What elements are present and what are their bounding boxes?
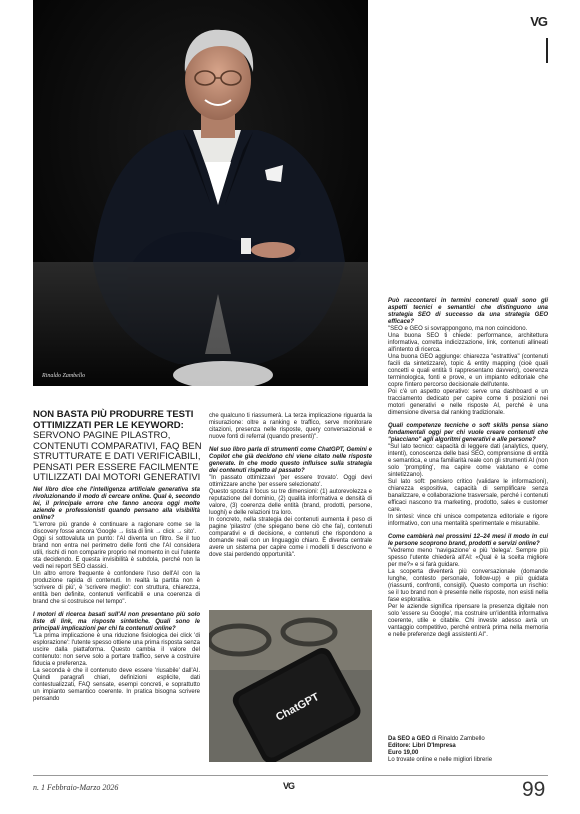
footer-rule [33, 775, 548, 776]
question: Può raccontarci in termini concreti quali sono gli aspetti tecnici e semantici che distinguono una strategia SEO di successo da una strategia GEO efficace? [388, 298, 548, 325]
question: I motori di ricerca basati sull'AI non presentano più solo liste di link, ma risposte sintetiche. Quali sono le principali implicazioni per chi fa contenuti online? [33, 612, 200, 632]
answer-paragraph: "La prima implicazione è una riduzione fisiologica dei click 'di esplorazione': l'utente spesso ottiene una prima risposta senza uscire dalla piattaforma. Questo cambia il valore del contenuto: non serve solo a portare traffico, serve a costruire fiducia e preferenza. [33, 633, 200, 667]
article-headline [33, 410, 215, 484]
column-2 [209, 413, 372, 559]
column-3 [388, 298, 548, 639]
book-publisher: Editore: Libri D'Impresa [388, 743, 456, 749]
answer-paragraph: Una buona SEO ti chiede: performance, architettura informativa, corretta indicizzazione, link, contenuti allineati all'intento di ricerca. [388, 333, 548, 353]
issue-label: n. 1 Febbraio-Marzo 2026 [33, 783, 119, 792]
book-author: di Rinaldo Zambello [431, 736, 485, 742]
phone-photo [209, 610, 372, 762]
column-1 [33, 487, 200, 703]
answer-paragraph: In concreto, nella strategia dei contenuti aumenta il peso di pagine 'pilastro' (che spiegano bene ciò che fai), contenuti comparativi e di decisione, e contenuti che rispondono a domande reali con un linguaggio chiaro. È diventa centrale avere un sistema per capire come i modelli ti descrivono e dove stai perdendo opportunità". [209, 517, 372, 558]
question: Nel libro dice che l'intelligenza artificiale generativa sta rivoluzionando il modo di cercare online. Qual è, secondo lei, il principale errore che fanno ancora oggi molte aziende e professionisti quando pensano alla visibilità online? [33, 487, 200, 521]
page-number: 99 [522, 778, 546, 801]
answer-paragraph: Poi c'è un aspetto operativo: serve una dashboard e un tracciamento dedicato per capire come ti posizioni nei motori generativi e nelle risposte AI, perché è una dimensione diversa dal ranking tradizionale. [388, 389, 548, 416]
answer-paragraph: "Sul lato tecnico: capacità di leggere dati (analytics, query, intenti), conoscenza delle basi SEO, comprensione di entità e semantica, e una familiarità reale con gli strumenti AI (non solo 'prompting', ma capire come valutano e come sintetizzano). [388, 444, 548, 478]
answer-paragraph: La scoperta diventerà più conversazionale (domande lunghe, contesto personale, follow-up) e più guidata (riassunti, confronti, consigli). Questo comporta un rischio: se il tuo brand non è presente nelle risposte, non esisti nella fase esplorativa. [388, 569, 548, 603]
book-price: Euro 19,00 [388, 750, 419, 756]
headline-regular: SERVONO PAGINE PILASTRO, CONTENUTI COMPARATIVI, FAQ BEN STRUTTURATE E DATI VERIFICABILI, PENSATI PER ESSERE FACILMENTE UTILIZZATI DAI MOTORI GENERATIVI [33, 430, 202, 483]
answer-paragraph: "Vedremo meno 'navigazione' e più 'delega'. Sempre più spesso l'utente chiederà all'AI: «Qual è la scelta migliore per me?» e si farà guidare. [388, 548, 548, 568]
answer-paragraph: In sintesi: vince chi unisce competenza editoriale e rigore informativo, con una mentalità sperimentale e misurabile. [388, 514, 548, 527]
answer-paragraph: Oggi si sottovaluta un punto: l'AI diventa un filtro. Se il tuo brand non entra nel perimetro delle fonti che l'AI considera utili, rischi di non comparire proprio nel momento in cui l'utente sta decidendo. E questa invisibilità è subdola, perché non la vedi nei report SEO classici. [33, 536, 200, 570]
photo-credit: Rinaldo Zambello [42, 373, 86, 379]
question: Quali competenze tecniche o soft skills pensa siano fondamentali oggi per chi vuole creare contenuti che "piacciano" agli algoritmi generativi e alle persone? [388, 423, 548, 443]
headline-bold: NON BASTA PIÙ PRODURRE TESTI OTTIMIZZATI PER LE KEYWORD: [33, 409, 194, 431]
magazine-logo: VG [530, 14, 547, 29]
answer-paragraph: Per le aziende significa ripensare la presenza digitale non solo 'essere su Google', ma costruire un'identità informativa coerente, utile e citabile. Chi investe adesso avrà un vantaggio competitivo, perché entrerà prima nella memoria e nelle preferenze degli assistenti AI". [388, 604, 548, 638]
answer-paragraph: Questo sposta il focus su tre dimensioni: (1) autorevolezza e reputazione del dominio, (2) qualità informativa e densità di valore, (3) coerenza delle entità (brand, prodotti, persone, luoghi) e delle relazioni tra loro. [209, 489, 372, 516]
question: Come cambierà nei prossimi 12–24 mesi il modo in cui le persone scoprono brand, prodotti e servizi online? [388, 534, 548, 547]
answer-paragraph: "SEO e GEO si sovrappongono, ma non coincidono. [388, 326, 528, 332]
answer-paragraph: che qualcuno ti riassumerà. La terza implicazione riguarda la misurazione: oltre a ranking e traffico, serve monitorare citazioni, presenza nelle risposte, query conversazionali e nuove fonti di referral (quando presenti)". [209, 413, 372, 440]
phone-app-name: ChatGPT [273, 691, 322, 724]
answer-paragraph: Sul lato soft: pensiero critico (validare le informazioni), chiarezza espositiva, capacità di semplificare senza banalizzare, e collaborazione trasversale, perché i contenuti efficaci nascono tra marketing, prodotto, sales e customer care. [388, 479, 548, 513]
portrait-photo [33, 0, 368, 386]
book-title: Da SEO a GEO [388, 736, 431, 742]
side-rule [546, 38, 548, 63]
answer-paragraph: "In passato ottimizzavi 'per essere trovato'. Oggi devi ottimizzare anche 'per essere selezionato'. [209, 475, 372, 488]
answer-paragraph: Una buona GEO aggiunge: chiarezza "estrattiva" (contenuti facili da sintetizzare), topic & entity mapping (cioè quali concetti e quali entità ti rappresentano davvero), coerenza terminologica, fonti e prove, e un impianto editoriale che copre l'intero percorso decisionale dell'utente. [388, 354, 548, 388]
answer-paragraph: Un altro errore frequente è confondere l'uso dell'AI con la produzione rapida di contenuti. In realtà la partita non è 'scrivere di più', è 'scrivere meglio': con struttura, chiarezza, entità ben definite, contenuti verificabili e una coerenza di brand che si costruisce nel tempo". [33, 571, 200, 605]
footer-logo: VG [283, 781, 295, 791]
question: Nel suo libro parla di strumenti come ChatGPT, Gemini e Copilot che già decidono chi viene citato nelle risposte generate. In che modo questo influisce sulla strategia dei contenuti rispetto al passato? [209, 447, 372, 474]
answer-paragraph: "L'errore più grande è continuare a ragionare come se la discovery fosse ancora 'Google → lista di link → click → sito'. [33, 522, 200, 535]
book-availability: Lo trovate online e nelle migliori librerie [388, 757, 493, 763]
answer-paragraph: La seconda è che il contenuto deve essere 'riusabile' dall'AI. Quindi paragrafi chiari, definizioni esplicite, dati contestualizzati, FAQ sensate, esempi concreti, e soprattutto un impianto semantico coerente. In pratica bisogna scrivere pensando [33, 668, 200, 702]
book-info [388, 736, 548, 764]
